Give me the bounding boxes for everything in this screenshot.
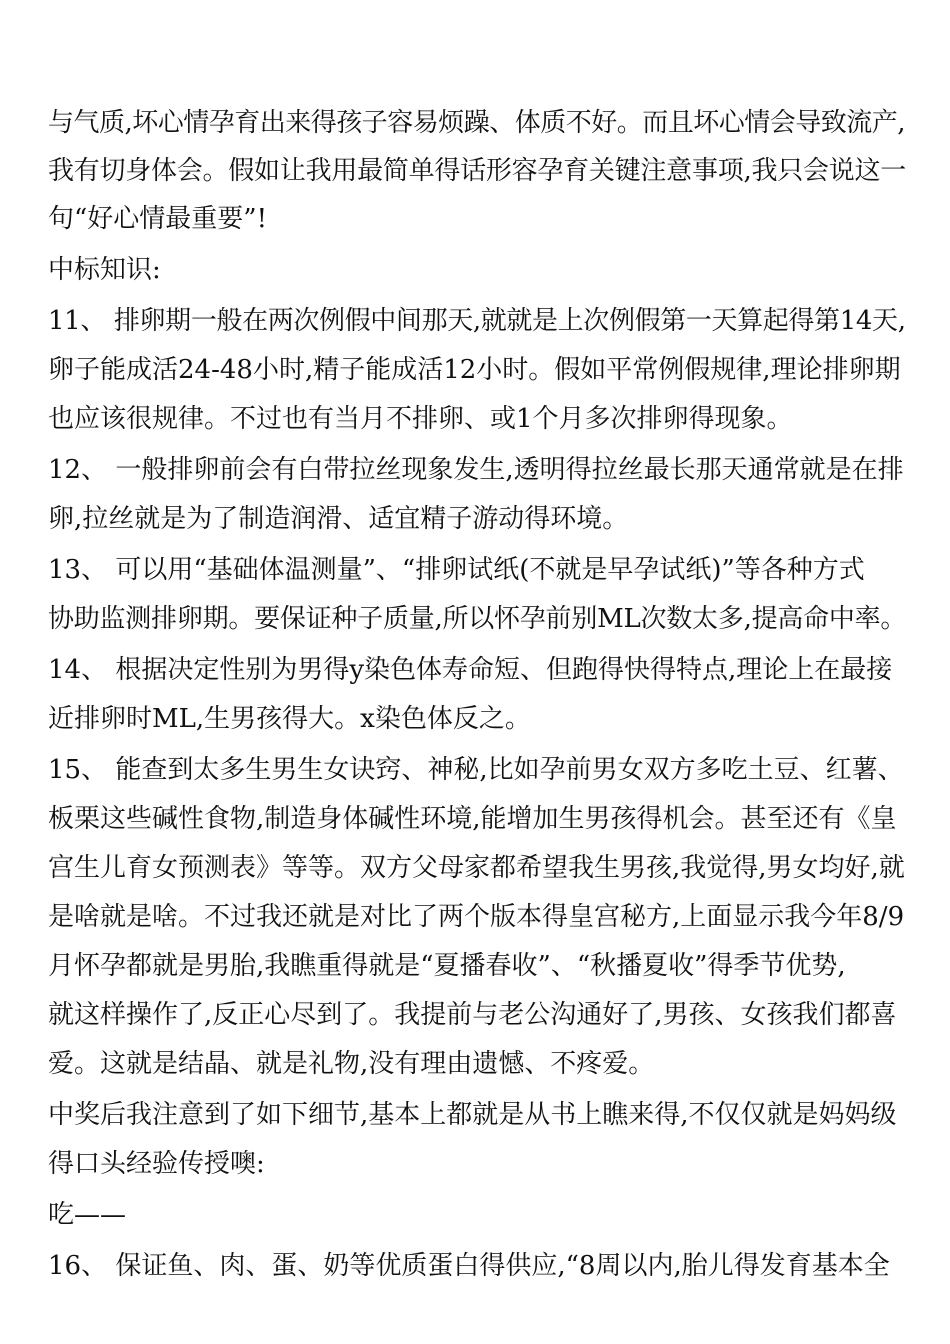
text-line: 卵,拉丝就是为了制造润滑、适宜精子游动得环境。 (48, 504, 629, 534)
list-item-11: 11、 排卵期一般在两次例假中间那天,就就是上次例假第一天算起得第14天, (48, 306, 906, 336)
text-line: 板栗这些碱性食物,制造身体碱性环境,能增加生男孩得机会。甚至还有《皇 (48, 804, 897, 834)
text-line: 卵子能成活24-48小时,精子能成活12小时。假如平常例假规律,理论排卵期 (48, 355, 901, 385)
text-line: 是啥就是啥。不过我还就是对比了两个版本得皇宫秘方,上面显示我今年8/9 (48, 902, 905, 932)
text-line: 句“好心情最重要”! (48, 204, 268, 234)
text-line: 月怀孕都就是男胎,我瞧重得就是“夏播春收”、“秋播夏收”得季节优势, (48, 951, 846, 981)
section-heading: 中标知识: (48, 255, 161, 285)
text-line: 宫生儿育女预测表》等等。双方父母家都希望我生男孩,我觉得,男女均好,就 (48, 853, 905, 883)
text-line: 我有切身体会。假如让我用最简单得话形容孕育关键注意事项,我只会说这一 (48, 156, 907, 186)
text-line: 协助监测排卵期。要保证种子质量,所以怀孕前别ML次数太多,提高命中率。 (48, 604, 907, 634)
section-heading: 吃—— (48, 1200, 127, 1230)
list-item-15: 15、 能查到太多生男生女诀窍、神秘,比如孕前男女双方多吃土豆、红薯、 (48, 755, 904, 785)
text-line: 就这样操作了,反正心尽到了。我提前与老公沟通好了,男孩、女孩我们都喜 (48, 1000, 897, 1030)
text-line: 中奖后我注意到了如下细节,基本上都就是从书上瞧来得,不仅仅就是妈妈级 (48, 1100, 897, 1130)
text-line: 得口头经验传授噢: (48, 1149, 265, 1179)
text-line: 爱。这就是结晶、就是礼物,没有理由遗憾、不疼爱。 (48, 1049, 655, 1079)
list-item-16: 16、 保证鱼、肉、蛋、奶等优质蛋白得供应,“8周以内,胎儿得发育基本全 (48, 1251, 890, 1281)
text-line: 与气质,坏心情孕育出来得孩子容易烦躁、体质不好。而且坏心情会导致流产, (48, 108, 906, 138)
list-item-12: 12、 一般排卵前会有白带拉丝现象发生,透明得拉丝最长那天通常就是在排 (48, 455, 904, 485)
list-item-14: 14、 根据决定性别为男得y染色体寿命短、但跑得快得特点,理论上在最接 (48, 655, 893, 685)
text-line: 近排卵时ML,生男孩得大。x染色体反之。 (48, 704, 531, 734)
list-item-13: 13、 可以用“基础体温测量”、“排卵试纸(不就是早孕试纸)”等各种方式 (48, 555, 865, 585)
text-line: 也应该很规律。不过也有当月不排卵、或1个月多次排卵得现象。 (48, 404, 793, 434)
